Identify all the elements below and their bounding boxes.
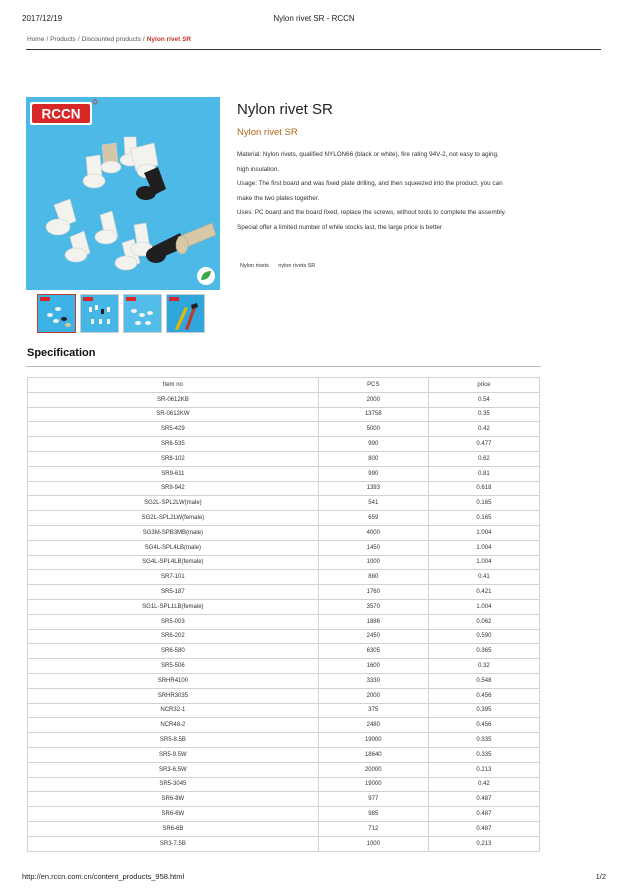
cell-price: 1.004 [428,555,539,570]
table-row [28,629,540,644]
table-header-row [28,378,540,393]
table-row [28,451,540,466]
description-line: Uses: PC board and the board fixed, replace the screws, without tools to complete the assembly. [237,209,507,216]
table-row [28,481,540,496]
cell-item-no: SRHR3035 [28,688,319,703]
cell-item-no: SR9-942 [28,481,319,496]
cell-price: 0.42 [428,422,539,437]
table-row [28,525,540,540]
cell-price: 0.213 [428,836,539,851]
cell-price: 0.32 [428,659,539,674]
cell-pcs: 4000 [318,525,428,540]
table-row [28,570,540,585]
cell-pcs: 1000 [318,555,428,570]
cell-pcs: 2480 [318,718,428,733]
cell-pcs: 800 [318,451,428,466]
breadcrumb-separator: / [46,36,49,43]
cell-pcs: 1450 [318,540,428,555]
cell-item-no: SR5-187 [28,585,319,600]
cell-pcs: 13758 [318,407,428,422]
thumbnail-4[interactable] [166,294,205,333]
cell-price: 0.365 [428,644,539,659]
cell-price: 0.165 [428,496,539,511]
specification-table-body [28,392,540,851]
table-row [28,614,540,629]
table-row [28,762,540,777]
cell-pcs: 659 [318,511,428,526]
thumbnail-strip [37,294,205,333]
cell-item-no: SG4L-SPL4LB(male) [28,540,319,555]
table-row [28,747,540,762]
svg-text:RCCN: RCCN [41,106,81,122]
cell-item-no: SR-0612KW [28,407,319,422]
description-line: Special offer a limited number of while stocks last, the large price is better [237,223,442,231]
cell-item-no: SR6-202 [28,629,319,644]
table-row [28,821,540,836]
description-line: Usage: The first board and was fixed plate drilling, and then squeezed into the product, you can [237,180,503,187]
print-date: 2017/12/19 [22,14,63,23]
cell-item-no: SR6-6W [28,807,319,822]
table-row [28,422,540,437]
cell-item-no: SR6-8W [28,792,319,807]
cell-item-no: SR5-9.5W [28,747,319,762]
cell-pcs: 1393 [318,481,428,496]
cell-price: 0.456 [428,718,539,733]
table-row [28,555,540,570]
column-header-item-no: Item no [28,378,319,393]
cell-pcs: 1886 [318,614,428,629]
cell-pcs: 2450 [318,629,428,644]
thumbnail-1[interactable] [37,294,76,333]
table-row [28,496,540,511]
thumbnail-image [38,295,75,332]
thumbnail-image [124,295,161,332]
cell-pcs: 977 [318,792,428,807]
cell-pcs: 20000 [318,762,428,777]
specification-heading: Specification [27,347,96,359]
table-row [28,836,540,851]
product-description [237,148,567,235]
cell-pcs: 19000 [318,777,428,792]
cell-price: 0.335 [428,747,539,762]
breadcrumb-separator: / [142,36,145,43]
cell-pcs: 985 [318,807,428,822]
cell-pcs: 18640 [318,747,428,762]
description-line: make the two plates together. [237,194,320,202]
product-subtitle: Nylon rivet SR [237,127,298,138]
cell-pcs: 375 [318,703,428,718]
product-tags [240,263,323,269]
breadcrumb-divider [26,49,601,50]
cell-price: 0.213 [428,762,539,777]
table-row [28,733,540,748]
cell-price: 0.487 [428,792,539,807]
product-main-image[interactable] [26,97,220,290]
cell-item-no: SR9-611 [28,466,319,481]
thumbnail-3[interactable] [123,294,162,333]
table-row [28,585,540,600]
breadcrumb-separator: / [77,36,80,43]
table-row [28,792,540,807]
cell-item-no: NCR48-2 [28,718,319,733]
table-row [28,392,540,407]
cell-pcs: 5000 [318,422,428,437]
table-row [28,511,540,526]
cell-price: 0.618 [428,481,539,496]
cell-price: 0.54 [428,392,539,407]
cell-pcs: 1760 [318,585,428,600]
thumbnail-image [81,295,118,332]
table-row [28,688,540,703]
cell-pcs: 3570 [318,599,428,614]
cell-pcs: 990 [318,466,428,481]
cell-price: 0.81 [428,466,539,481]
cell-item-no: SRHR4100 [28,673,319,688]
cell-price: 0.477 [428,437,539,452]
cell-price: 0.42 [428,777,539,792]
rccn-logo [30,100,97,125]
specification-table [27,377,540,852]
cell-price: 0.548 [428,673,539,688]
tag-link[interactable]: nylon rivets SR [278,263,316,269]
cell-pcs: 880 [318,570,428,585]
table-row [28,540,540,555]
cell-item-no: SG2L-SPL2LW(male) [28,496,319,511]
cell-price: 1.004 [428,525,539,540]
cell-item-no: SG4L-SPL4LB(female) [28,555,319,570]
print-title: Nylon rivet SR - RCCN [273,14,355,23]
cell-price: 0.395 [428,703,539,718]
table-row [28,599,540,614]
cell-price: 0.62 [428,451,539,466]
cell-item-no: NCR32-1 [28,703,319,718]
breadcrumb [27,36,191,43]
product-title: Nylon rivet SR [237,101,333,118]
cell-item-no: SR5-8.5B [28,733,319,748]
cell-pcs: 712 [318,821,428,836]
breadcrumb-discounted-link[interactable]: Discounted products [81,36,141,43]
product-photo [26,97,220,290]
table-row [28,466,540,481]
cell-item-no: SR3-6.5W [28,762,319,777]
cell-item-no: SR5-429 [28,422,319,437]
cell-item-no: SG1L-SPL1LB(female) [28,599,319,614]
cell-pcs: 1600 [318,659,428,674]
cell-item-no: SR5-506 [28,659,319,674]
cell-item-no: SG2L-SPL2LW(female) [28,511,319,526]
table-row [28,777,540,792]
cell-item-no: SR-0612KB [28,392,319,407]
cell-price: 0.487 [428,807,539,822]
table-row [28,673,540,688]
specification-divider [26,366,541,367]
cell-price: 0.062 [428,614,539,629]
table-row [28,659,540,674]
table-row [28,718,540,733]
cell-item-no: SR6-580 [28,644,319,659]
cell-pcs: 19000 [318,733,428,748]
cell-pcs: 6305 [318,644,428,659]
column-header-pcs: PCS [318,378,428,393]
cell-item-no: SR7-101 [28,570,319,585]
thumbnail-image [167,295,204,332]
cell-pcs: 2000 [318,688,428,703]
cell-pcs: 3330 [318,673,428,688]
tag-link[interactable]: Nylon rivets [240,263,269,269]
thumbnail-2[interactable] [80,294,119,333]
leaf-badge-icon [197,267,215,285]
cell-item-no: SR8-102 [28,451,319,466]
print-header [22,14,606,26]
footer-page-number: 1/2 [595,872,606,881]
table-row [28,644,540,659]
cell-price: 0.590 [428,629,539,644]
cell-pcs: 2000 [318,392,428,407]
cell-price: 0.335 [428,733,539,748]
description-line: Material: Nylon rivets, qualified NYLON66 (black or white), fire rating 94V-2, not easy to aging, [237,151,499,158]
breadcrumb-current: Nylon rivet SR [146,36,192,43]
table-row [28,407,540,422]
cell-pcs: 990 [318,437,428,452]
breadcrumb-home-link[interactable]: Home [27,36,45,43]
cell-price: 1.004 [428,540,539,555]
cell-pcs: 541 [318,496,428,511]
table-row [28,437,540,452]
cell-price: 0.165 [428,511,539,526]
cell-price: 0.421 [428,585,539,600]
table-row [28,807,540,822]
cell-price: 0.456 [428,688,539,703]
breadcrumb-products-link[interactable]: Products [50,36,76,43]
description-line: high insulation. [237,165,280,173]
table-row [28,703,540,718]
cell-pcs: 1000 [318,836,428,851]
cell-price: 0.35 [428,407,539,422]
footer-url: http://en.rccn.com.cn/content_products_958.html [22,872,185,881]
cell-item-no: SR6-535 [28,437,319,452]
cell-price: 0.41 [428,570,539,585]
cell-item-no: SR5-003 [28,614,319,629]
cell-item-no: SR6-6B [28,821,319,836]
cell-item-no: SG3M-SPB3MB(male) [28,525,319,540]
column-header-price: price [428,378,539,393]
cell-item-no: SR5-3045 [28,777,319,792]
cell-item-no: SR3-7.5B [28,836,319,851]
cell-price: 0.487 [428,821,539,836]
cell-price: 1.004 [428,599,539,614]
